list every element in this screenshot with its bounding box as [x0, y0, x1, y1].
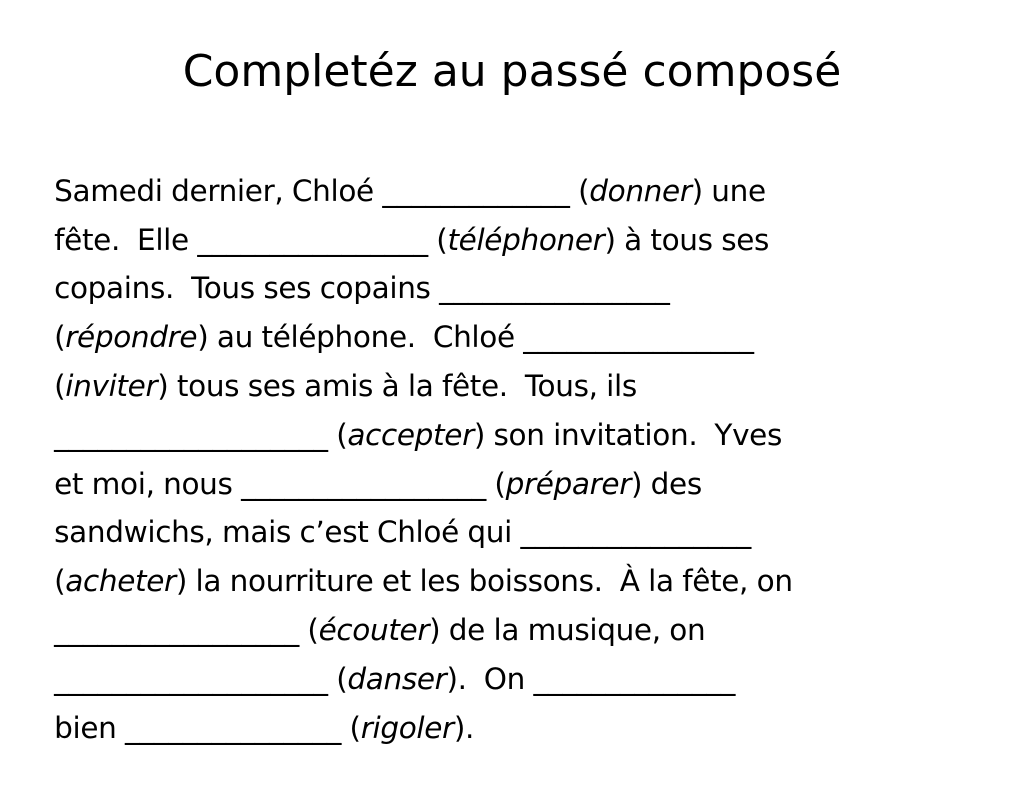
- text-segment: (: [54, 320, 66, 355]
- exercise-paragraph: [20, 118, 1010, 745]
- verb-infinitive: téléphoner: [447, 222, 605, 257]
- verb-infinitive: acheter: [65, 564, 176, 599]
- slide-title: Completéz au passé composé: [182, 46, 842, 97]
- text-segment: _________________ (: [54, 612, 319, 647]
- text-segment: ) tous ses amis à la fête. Tous, ils: [157, 368, 637, 403]
- verb-infinitive: préparer: [505, 466, 631, 501]
- text-segment: (: [54, 564, 66, 599]
- text-segment: Samedi dernier, Chloé _____________ (: [54, 173, 590, 208]
- text-segment: ___________________ (: [54, 417, 348, 452]
- text-segment: ) son invitation. Yves: [473, 417, 782, 452]
- text-segment: ) la nourriture et les boissons. À la fête, on: [175, 564, 793, 599]
- verb-infinitive: écouter: [318, 612, 430, 647]
- text-segment: fête. Elle ________________ (: [54, 222, 448, 257]
- verb-infinitive: danser: [347, 661, 447, 696]
- text-segment: ).: [453, 710, 475, 745]
- text-segment: sandwichs, mais c’est Chloé qui ________________: [54, 515, 751, 550]
- verb-infinitive: donner: [589, 173, 692, 208]
- text-segment: ) une: [691, 173, 766, 208]
- text-segment: ) à tous ses: [604, 222, 770, 257]
- text-segment: ) des: [631, 466, 702, 501]
- text-segment: ___________________ (: [54, 661, 348, 696]
- verb-infinitive: répondre: [65, 320, 198, 355]
- text-segment: copains. Tous ses copains ________________: [54, 271, 670, 306]
- verb-infinitive: accepter: [347, 417, 474, 452]
- text-segment: ) de la musique, on: [429, 612, 706, 647]
- text-segment: ) au téléphone. Chloé ________________: [197, 320, 754, 355]
- text-segment: (: [54, 368, 66, 403]
- text-segment: et moi, nous _________________ (: [54, 466, 506, 501]
- exercise-line: [20, 118, 1010, 208]
- verb-infinitive: rigoler: [360, 710, 454, 745]
- text-segment: bien _______________ (: [54, 710, 361, 745]
- verb-infinitive: inviter: [65, 368, 158, 403]
- text-segment: ). On ______________: [446, 661, 736, 696]
